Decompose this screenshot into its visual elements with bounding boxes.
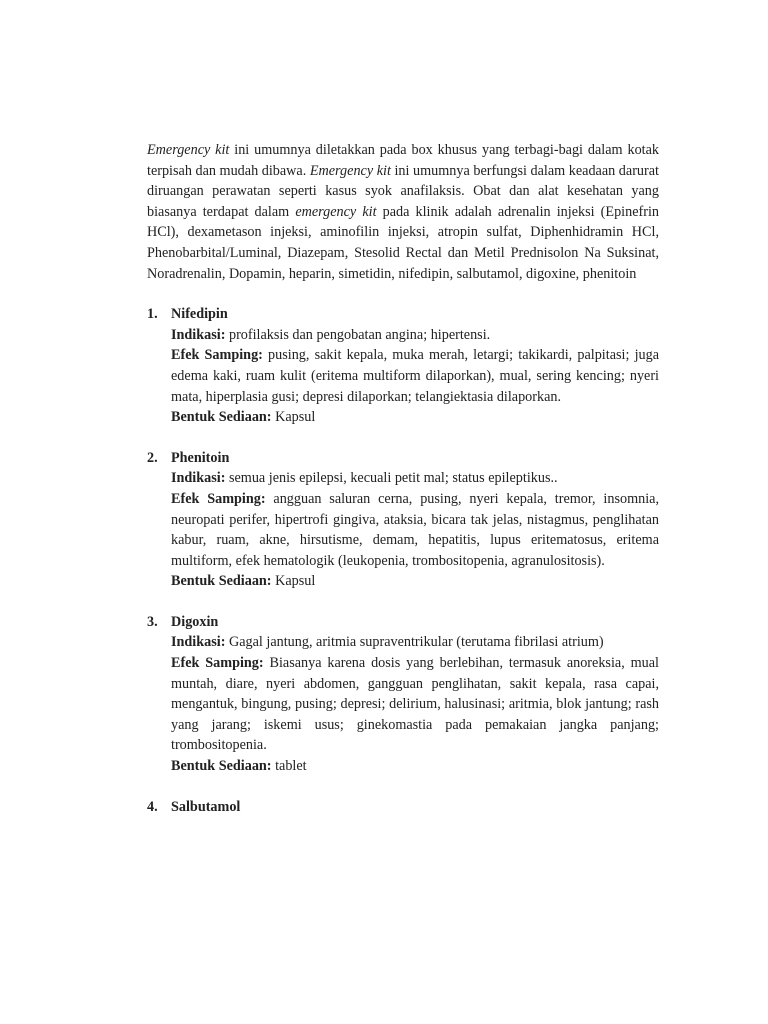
list-number: 3. <box>147 613 158 630</box>
drug-item-nifedipin <box>147 304 659 428</box>
bentuk-sediaan-label: Bentuk Sediaan: <box>171 758 272 775</box>
indikasi-text: profilaksis dan pengobatan angina; hipertensi. <box>225 326 491 343</box>
efek-samping-label: Efek Samping: <box>171 490 266 507</box>
bentuk-sediaan-label: Bentuk Sediaan: <box>171 409 272 426</box>
list-number: 1. <box>147 306 158 323</box>
drug-item-salbutamol <box>147 797 659 818</box>
intro-term-repeat: Emergency kit <box>309 162 391 179</box>
indikasi-label: Indikasi: <box>171 634 226 651</box>
bentuk-sediaan-line <box>171 407 659 428</box>
efek-samping-line <box>171 489 659 571</box>
drug-name: Salbutamol <box>171 798 241 815</box>
efek-samping-line <box>171 653 659 756</box>
drug-name: Phenitoin <box>171 449 230 466</box>
drug-item-phenitoin <box>147 448 659 592</box>
indikasi-label: Indikasi: <box>171 470 226 487</box>
efek-samping-label: Efek Samping: <box>171 655 264 672</box>
indikasi-label: Indikasi: <box>171 326 226 343</box>
bentuk-sediaan-text: tablet <box>271 758 307 775</box>
efek-samping-text: pusing, sakit kepala, muka merah, letargi; takikardi, palpitasi; juga edema kaki, ruam kulit (eritema multiform dilaporkan), mual, sering kencing; nyeri mata, hiperplasia gusi; depresi dilaporkan; telangiektasia dilaporkan. <box>171 347 659 405</box>
bentuk-sediaan-label: Bentuk Sediaan: <box>171 573 272 590</box>
bentuk-sediaan-line <box>171 756 659 777</box>
bentuk-sediaan-text: Kapsul <box>271 573 316 590</box>
list-number: 2. <box>147 449 158 466</box>
indikasi-text: Gagal jantung, aritmia supraventrikular (terutama fibrilasi atrium) <box>225 634 604 651</box>
indikasi-line <box>171 632 659 653</box>
bentuk-sediaan-text: Kapsul <box>271 409 316 426</box>
intro-text-1: ini umumnya diletakkan pada box khusus yang terbagi-bagi dalam kotak terpisah dan mudah dibawa. <box>147 142 659 179</box>
intro-term: Emergency kit <box>147 142 230 158</box>
efek-samping-text: angguan saluran cerna, pusing, nyeri kepala, tremor, insomnia, neuropati perifer, hipertrofi gingiva, ataksia, bicara tak jelas, nistagmus, penglihatan kabur, ruam, akne, hirsutisme, demam, hepatitis, lupus eritematosus, eritema multiform, efek hematologik (leukopenia, trombositopenia, agranulositosis). <box>171 490 659 569</box>
document-page <box>147 140 659 817</box>
intro-text-3: pada klinik adalah adrenalin injeksi (Epinefrin HCl), dexametason injeksi, aminofilin injeksi, atropin sulfat, Diphenhidramin HCl, Phenobarbital/Luminal, Diazepam, Stesolid Rectal dan Metil Prednisolon Na Suksinat, Noradrenalin, Dopamin, heparin, simetidin, nifedipin, salbutamol, digoxine, phenitoin <box>147 203 659 282</box>
drug-name: Nifedipin <box>171 306 228 323</box>
list-number: 4. <box>147 798 158 815</box>
intro-paragraph <box>147 140 659 284</box>
efek-samping-line <box>171 345 659 407</box>
intro-text-2: ini umumnya berfungsi dalam keadaan darurat diruangan perawatan seperti kasus syok anafilaksis. Obat dan alat kesehatan yang biasanya terdapat dalam <box>147 162 659 220</box>
drug-name: Digoxin <box>171 613 219 630</box>
efek-samping-text: Biasanya karena dosis yang berlebihan, termasuk anoreksia, mual muntah, diare, nyeri abdomen, gangguan penglihatan, sakit kepala, rasa capai, mengantuk, bingung, pusing; depresi; delirium, halusinasi; aritmia, blok jantung; rash yang jarang; iskemi usus; ginekomastia pada pemakaian jangka panjang; trombositopenia. <box>171 655 659 754</box>
indikasi-line <box>171 468 659 489</box>
indikasi-text: semua jenis epilepsi, kecuali petit mal; status epileptikus.. <box>225 470 558 487</box>
intro-term-lower: emergency kit <box>295 203 377 220</box>
drug-item-digoxin <box>147 612 659 777</box>
efek-samping-label: Efek Samping: <box>171 347 263 364</box>
indikasi-line <box>171 325 659 346</box>
bentuk-sediaan-line <box>171 571 659 592</box>
